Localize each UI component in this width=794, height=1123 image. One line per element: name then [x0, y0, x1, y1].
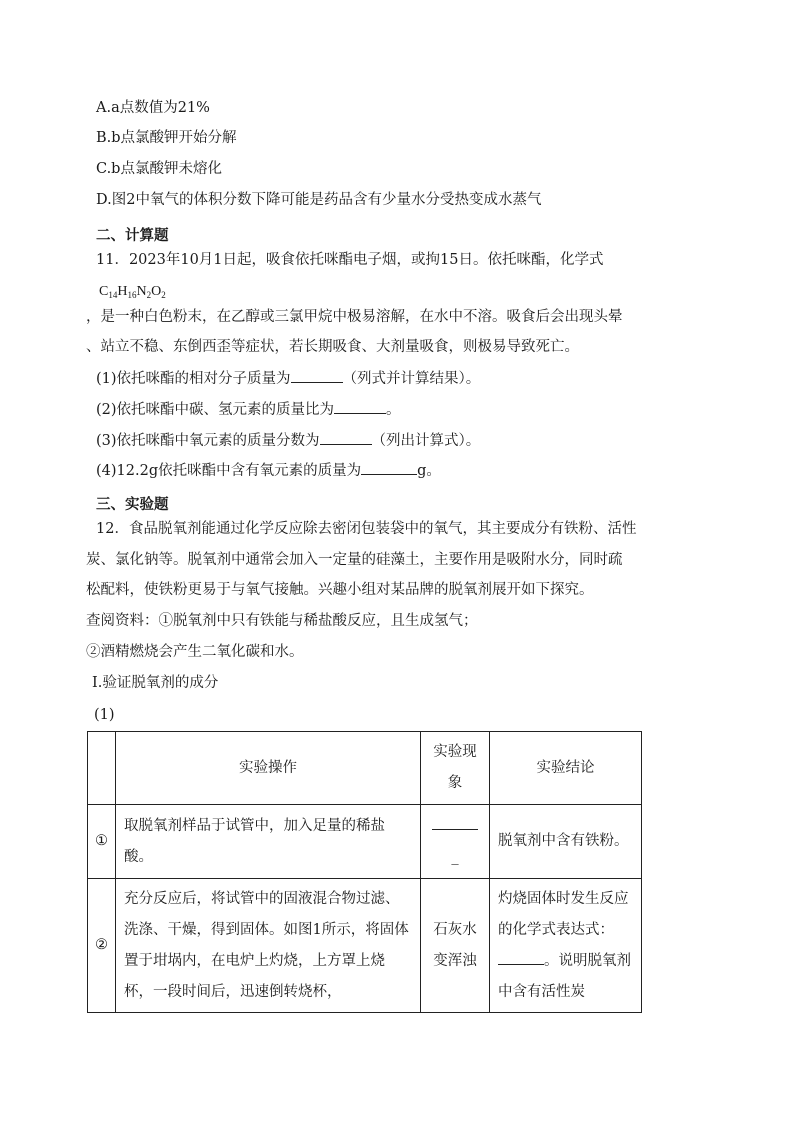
q12-line-3: 松配料，使铁粉更易于与氧气接触。兴趣小组对某品牌的脱氧剂展开如下探究。 [86, 582, 594, 598]
section-heading-experiment: 三、实验题 [96, 497, 169, 513]
q12-line-1: 12．食品脱氧剂能通过化学反应除去密闭包装袋中的氧气，其主要成分有铁粉、活性 [96, 521, 637, 537]
table-row [88, 805, 642, 879]
table-row [88, 879, 642, 1013]
q11-intro: 11．2023年10月1日起，吸食依托咪酯电子烟，或拘15日。依托咪酯，化学式 [96, 252, 604, 268]
header-phenomenon: 实验现象 [421, 732, 490, 805]
conclusion-cell: 脱氧剂中含有铁粉。 [490, 805, 642, 879]
q11-description-2: 、站立不稳、东倒西歪等症状，若长期吸食、大剂量吸食，则极易导致死亡。 [86, 339, 579, 355]
table-header-row [88, 732, 642, 805]
q12-line-2: 炭、氯化钠等。脱氧剂中通常会加入一定量的硅藻土，主要作用是吸附水分，同时疏 [86, 552, 623, 568]
header-conclusion: 实验结论 [490, 732, 642, 805]
conclusion-cell: 灼烧固体时发生反应的化学式表达式：。说明脱氧剂中含有活性炭 [490, 879, 642, 1013]
part-one-title: Ⅰ.验证脱氧剂的成分 [92, 675, 219, 691]
reference-info-2: ②酒精燃烧会产生二氧化碳和水。 [86, 644, 304, 660]
row-number: ① [88, 805, 116, 879]
reference-info-1: 查阅资料：①脱氧剂中只有铁能与稀盐酸反应，且生成氢气； [86, 613, 478, 629]
option-b: B.b点氯酸钾开始分解 [96, 130, 237, 146]
option-d: D.图2中氧气的体积分数下降可能是药品含有少量水分受热变成水蒸气 [96, 192, 542, 208]
answer-blank[interactable] [361, 460, 417, 475]
sub-question-label: (1) [94, 707, 115, 723]
phenomenon-cell: 石灰水变浑浊 [421, 879, 490, 1013]
q11-sub3: (3)依托咪酯中氧元素的质量分数为 （列出计算式）。 [96, 430, 480, 451]
experiment-table [87, 731, 642, 1013]
section-heading-calculation: 二、计算题 [96, 228, 169, 244]
row-number: ② [88, 879, 116, 1013]
q11-sub1: (1)依托咪酯的相对分子质量为 （列式并计算结果）。 [96, 368, 480, 389]
option-a: A.a点数值为21% [96, 100, 210, 116]
q11-sub2: (2)依托咪酯中碳、氢元素的质量比为 。 [96, 399, 401, 420]
operation-cell: 充分反应后，将试管中的固液混合物过滤、洗涤、干燥，得到固体。如图1所示，将固体置于坩埚内，在电炉上灼烧，上方罩上烧杯，一段时间后，迅速倒转烧杯， [116, 879, 421, 1013]
answer-blank[interactable] [320, 430, 372, 445]
chemical-formula: $C_{14}H_{16}N_2O_2$ [99, 284, 166, 300]
q11-description-1: ，是一种白色粉末，在乙醇或三氯甲烷中极易溶解，在水中不溶。吸食后会出现头晕 [86, 309, 623, 325]
phenomenon-cell: _ [421, 805, 490, 879]
answer-blank[interactable] [498, 950, 544, 965]
header-index [88, 732, 116, 805]
option-c: C.b点氯酸钾未熔化 [96, 161, 222, 177]
answer-blank[interactable] [432, 815, 478, 830]
operation-cell: 取脱氧剂样品于试管中，加入足量的稀盐酸。 [116, 805, 421, 879]
answer-blank[interactable] [334, 399, 386, 414]
q11-sub4: (4)12.2g依托咪酯中含有氧元素的质量为 g。 [96, 460, 441, 481]
answer-blank[interactable] [291, 368, 343, 383]
header-operation: 实验操作 [116, 732, 421, 805]
